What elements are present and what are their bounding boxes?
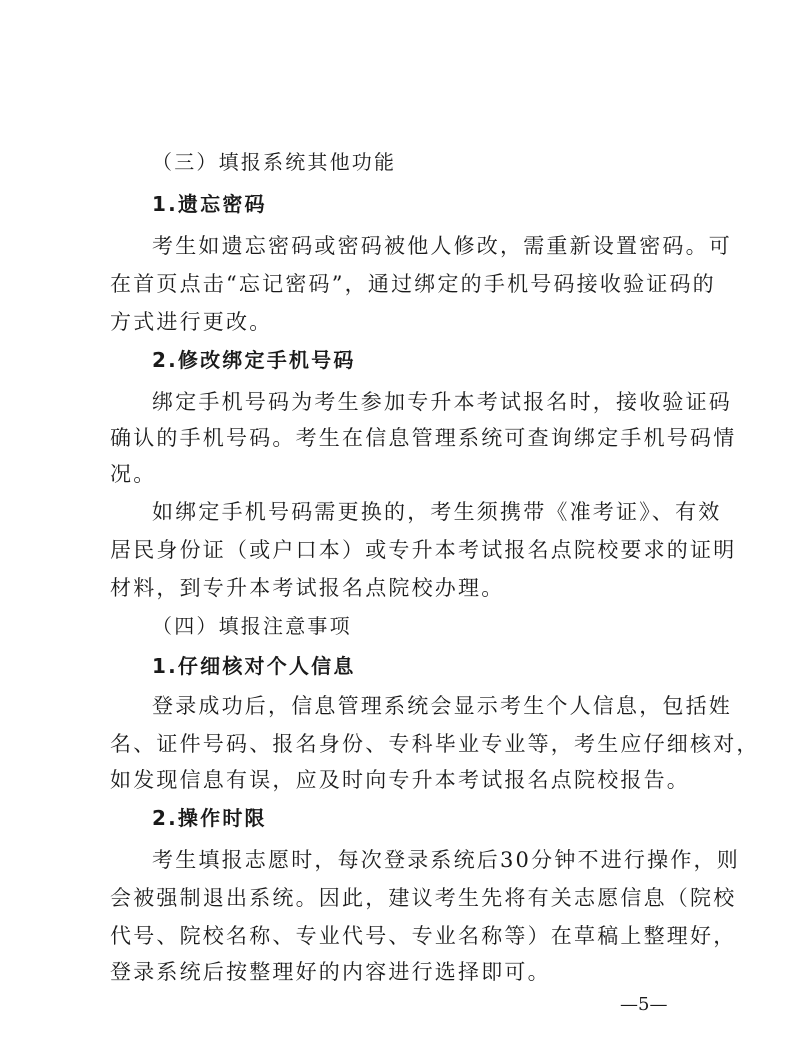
paragraph-line: 考生如遗忘密码或密码被他人修改，需重新设置密码。可	[152, 234, 732, 258]
paragraph-line: 绑定手机号码为考生参加专升本考试报名时，接收验证码	[152, 390, 732, 414]
paragraph-line: 在首页点击“忘记密码”，通过绑定的手机号码接收验证码的	[110, 272, 716, 296]
subheading-change-phone: 2.修改绑定手机号码	[152, 348, 356, 372]
paragraph-line: 材料，到专升本考试报名点院校办理。	[110, 576, 505, 600]
paragraph-line: 如绑定手机号码需更换的，考生须携带《准考证》、有效	[152, 500, 722, 524]
section-heading-3: （三）填报系统其他功能	[152, 150, 397, 174]
paragraph-line: 名、证件号码、报名身份、专科毕业专业等，考生应仔细核对，	[110, 732, 760, 756]
section-heading-4: （四）填报注意事项	[152, 614, 352, 638]
paragraph-line: 考生填报志愿时，每次登录系统后30分钟不进行操作，则	[152, 848, 740, 872]
paragraph-line: 代号、院校名称、专业代号、专业名称等）在草稿上整理好，	[110, 924, 737, 948]
paragraph-line: 如发现信息有误，应及时向专升本考试报名点院校报告。	[110, 768, 690, 792]
paragraph-line: 确认的手机号码。考生在信息管理系统可查询绑定手机号码情	[110, 426, 737, 450]
page-number: —5—	[620, 994, 668, 1015]
subheading-time-limit: 2.操作时限	[152, 806, 267, 830]
paragraph-line: 登录系统后按整理好的内容进行选择即可。	[110, 960, 551, 984]
paragraph-line: 登录成功后，信息管理系统会显示考生个人信息，包括姓	[152, 694, 732, 718]
paragraph-line: 方式进行更改。	[110, 310, 273, 334]
paragraph-line: 会被强制退出系统。因此，建议考生先将有关志愿信息（院校	[110, 886, 737, 910]
paragraph-line: 况。	[110, 462, 157, 486]
subheading-forgot-password: 1.遗忘密码	[152, 192, 267, 216]
subheading-verify-info: 1.仔细核对个人信息	[152, 654, 356, 678]
paragraph-line: 居民身份证（或户口本）或专升本考试报名点院校要求的证明	[110, 538, 737, 562]
